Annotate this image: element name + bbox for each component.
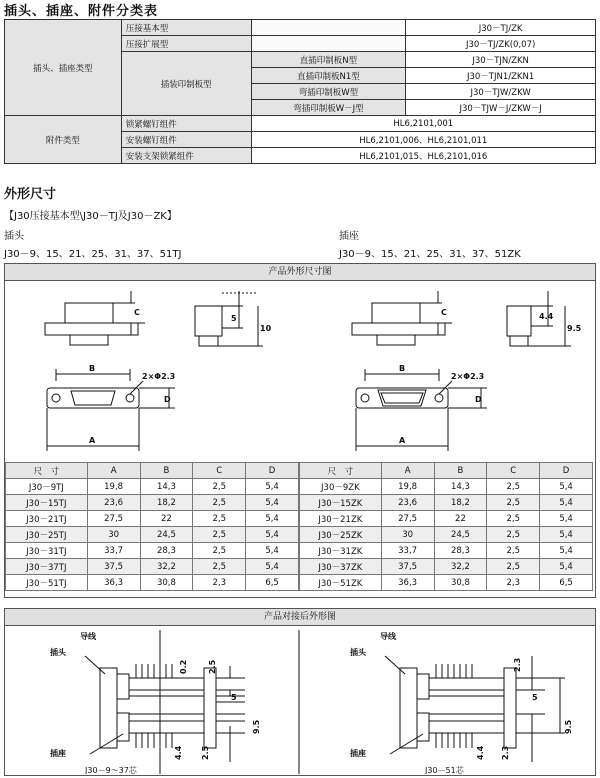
dim-d-label: D <box>164 395 171 404</box>
accessory-name: 锁紧螺钉组件 <box>121 116 251 132</box>
wire-label: 导线 <box>380 632 396 641</box>
table-row: J30－21TJ 27,5 22 2,5 5,4 <box>6 511 299 527</box>
dim-a-label: A <box>89 436 96 445</box>
socket-dimension-table <box>299 462 593 591</box>
dim-44-label: 4.4 <box>174 745 183 760</box>
table-row: J30－21ZK 27,5 22 2,5 5,4 <box>300 511 593 527</box>
wire-label: 导线 <box>80 632 96 641</box>
classification-table <box>4 19 596 164</box>
type-code: J30－TJ/ZK <box>406 20 596 36</box>
dim-5-label: 5 <box>231 314 237 323</box>
table-row: J30－37TJ 37,5 32,2 2,5 5,4 <box>6 559 299 575</box>
dim-44-label: 4.4 <box>476 745 485 760</box>
table-row: J30－51ZK 36,3 30,8 2,3 6,5 <box>300 575 593 591</box>
caption-right: J30－51芯 <box>425 766 464 774</box>
column-header: 尺 寸 <box>300 463 382 479</box>
table-row: J30－15TJ 23,6 18,2 2,5 5,4 <box>6 495 299 511</box>
table-row: J30－15ZK 23,6 18,2 2,5 5,4 <box>300 495 593 511</box>
table-row: J30－31TJ 33,7 28,3 2,5 5,4 <box>6 543 299 559</box>
type-code: J30－TJW－J/ZKW－J <box>406 100 596 116</box>
column-header: B <box>434 463 487 479</box>
type-name: 弯插印制板W型 <box>251 84 406 100</box>
dim-c-label: C <box>134 308 140 317</box>
column-header: D <box>246 463 299 479</box>
plug-callout: 插头 <box>350 648 366 657</box>
dim-d-label: D <box>475 395 482 404</box>
column-header: C <box>193 463 246 479</box>
group-pcb-types: 插装印制板型 <box>121 52 251 116</box>
socket-label: 插座 <box>339 231 359 242</box>
accessory-name: 安装螺钉组件 <box>121 132 251 148</box>
column-header: A <box>381 463 434 479</box>
dim-02-label: 0.2 <box>179 659 188 674</box>
type-code: J30－TJ/ZK(0,07) <box>406 36 596 52</box>
dimension-drawing-panel <box>4 263 596 598</box>
page-title: 插头、插座、附件分类表 <box>4 4 159 19</box>
group-accessory-types: 附件类型 <box>5 116 122 164</box>
dim-b-label: B <box>399 364 406 373</box>
group-connector-types: 插头、插座类型 <box>5 20 122 116</box>
dim-5-label: 5 <box>532 693 538 702</box>
dim-10-label: 10 <box>260 324 272 333</box>
column-header: B <box>140 463 193 479</box>
type-code: J30－TJN1/ZKN1 <box>406 68 596 84</box>
table-row: J30－37ZK 37,5 32,2 2,5 5,4 <box>300 559 593 575</box>
type-code: J30－TJW/ZKW <box>406 84 596 100</box>
dim-b-label: B <box>89 364 96 373</box>
socket-models: J30－9、15、21、25、31、37、51ZK <box>339 249 521 260</box>
dim-95-label: 9.5 <box>567 324 582 333</box>
column-header: A <box>87 463 140 479</box>
caption-left: J30－9～37芯 <box>85 766 137 774</box>
accessory-code: HL6,2101,006、HL6,2101,011 <box>251 132 595 148</box>
table-row: J30－31ZK 33,7 28,3 2,5 5,4 <box>300 543 593 559</box>
table-row: J30－25TJ 30 24,5 2,5 5,4 <box>6 527 299 543</box>
accessory-name: 安装支架锁紧组件 <box>121 148 251 164</box>
socket-callout: 插座 <box>350 749 366 758</box>
holes-label: 2×Φ2.3 <box>142 372 176 381</box>
dim-25-label: 2.5 <box>201 745 210 760</box>
socket-callout: 插座 <box>50 749 66 758</box>
plug-label: 插头 <box>4 231 24 242</box>
type-name: 压接扩展型 <box>121 36 251 52</box>
dim-5-label: 5 <box>231 693 237 702</box>
accessory-code: HL6,2101,015、HL6,2101,016 <box>251 148 595 164</box>
type-name: 直插印制板N型 <box>251 52 406 68</box>
mated-drawing-panel <box>4 608 596 776</box>
column-header: 尺 寸 <box>6 463 88 479</box>
table-row: J30－9ZK 19,8 14,3 2,5 5,4 <box>300 479 593 495</box>
dim-a-label: A <box>399 436 406 445</box>
table-row: J30－51TJ 36,3 30,8 2,3 6,5 <box>6 575 299 591</box>
dim-23-label: 2.3 <box>501 745 510 760</box>
column-header: C <box>487 463 540 479</box>
table-row: J30－9TJ 19,8 14,3 2,5 5,4 <box>6 479 299 495</box>
panel-title: 产品外形尺寸图 <box>5 264 595 281</box>
type-code: J30－TJN/ZKN <box>406 52 596 68</box>
column-header: D <box>540 463 593 479</box>
panel-title: 产品对接后外形图 <box>5 609 595 626</box>
plug-callout: 插头 <box>50 648 66 657</box>
subsection-title: 【J30压接基本型\J30－TJ及J30－ZK】 <box>4 211 177 222</box>
dim-23-label: 2.3 <box>513 657 522 672</box>
outline-drawings <box>5 281 595 461</box>
holes-label: 2×Φ2.3 <box>451 372 485 381</box>
accessory-code: HL6,2101,001 <box>251 116 595 132</box>
plug-dimension-table <box>5 462 299 591</box>
type-name: 直插印制板N1型 <box>251 68 406 84</box>
dim-c-label: C <box>441 308 447 317</box>
plug-models: J30－9、15、21、25、31、37、51TJ <box>4 249 182 260</box>
mated-drawings <box>5 626 595 774</box>
type-name: 压接基本型 <box>121 20 251 36</box>
table-row: J30－25ZK 30 24,5 2,5 5,4 <box>300 527 593 543</box>
dim-25-label: 2.5 <box>208 659 217 674</box>
dim-44-label: 4.4 <box>539 312 554 321</box>
dim-95-label: 9.5 <box>564 719 573 734</box>
dim-95-label: 9.5 <box>252 719 261 734</box>
type-name: 弯插印制板W－J型 <box>251 100 406 116</box>
section-title: 外形尺寸 <box>4 187 57 202</box>
